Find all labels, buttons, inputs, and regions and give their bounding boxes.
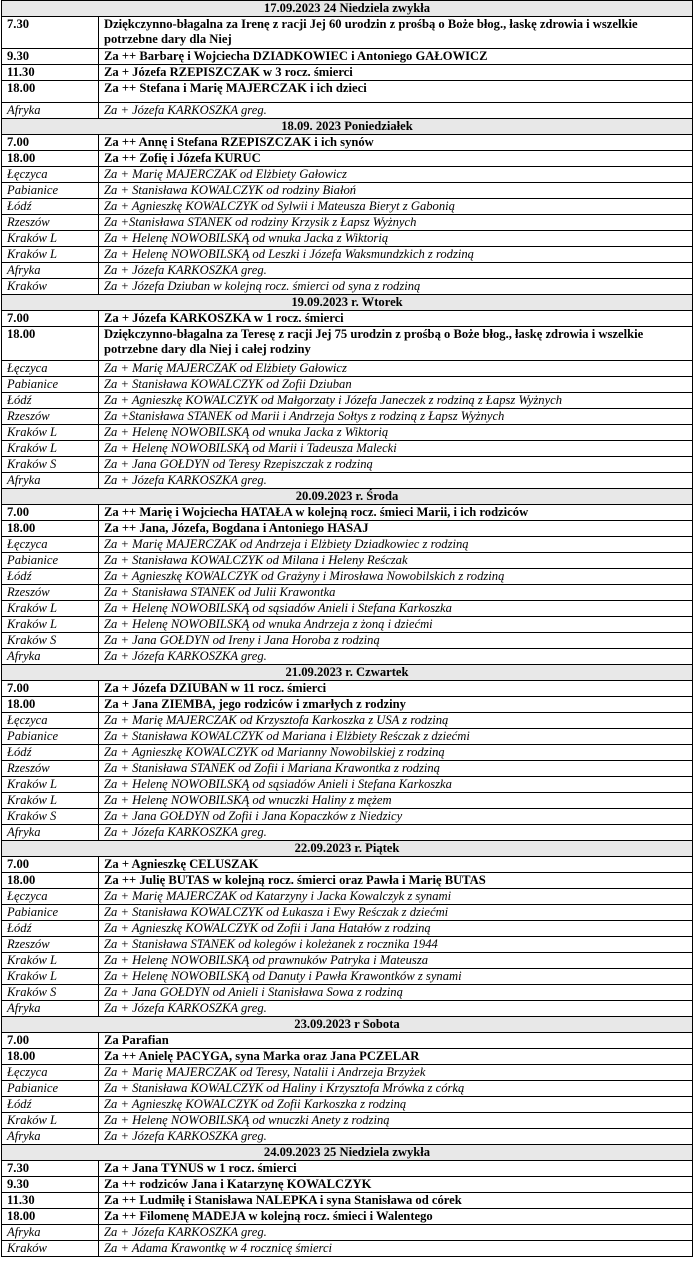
table-row xyxy=(2,713,693,729)
row-intention: Za + Jana TYNUS w 1 rocz. śmierci xyxy=(99,1161,693,1177)
row-time-place: Łódź xyxy=(2,1097,99,1113)
table-row xyxy=(2,1241,693,1257)
table-row xyxy=(2,505,693,521)
row-time-place: 7.00 xyxy=(2,857,99,873)
row-time-place: Rzeszów xyxy=(2,761,99,777)
row-time-place: Kraków L xyxy=(2,969,99,985)
row-time-place: Afryka xyxy=(2,473,99,489)
row-intention: Za ++ Marię i Wojciecha HATAŁA w kolejną rocz. śmieci Marii, i ich rodziców xyxy=(99,505,693,521)
table-row xyxy=(2,1161,693,1177)
row-time-place: 7.00 xyxy=(2,681,99,697)
row-intention: Za + Agnieszkę KOWALCZYK od Zofii i Jana Hatałów z rodziną xyxy=(99,921,693,937)
table-row xyxy=(2,1049,693,1065)
row-intention: Za + Jana GOŁDYN od Zofii i Jana Kopaczków z Niedzicy xyxy=(99,809,693,825)
row-intention: Za + Józefa KARKOSZKA greg. xyxy=(99,649,693,665)
table-row xyxy=(2,1033,693,1049)
table-row xyxy=(2,729,693,745)
mass-intentions-table xyxy=(1,0,693,1257)
row-intention: Za + Józefa Dziuban w kolejną rocz. śmierci od syna z rodziną xyxy=(99,279,693,295)
table-row xyxy=(2,1113,693,1129)
table-row xyxy=(2,215,693,231)
row-time-place: Afryka xyxy=(2,263,99,279)
table-row xyxy=(2,441,693,457)
table-row xyxy=(2,521,693,537)
row-time-place: Kraków L xyxy=(2,601,99,617)
row-time-place: 7.00 xyxy=(2,1033,99,1049)
day-header: 17.09.2023 24 Niedziela zwykła xyxy=(2,1,693,17)
row-intention: Za ++ Jana, Józefa, Bogdana i Antoniego HASAJ xyxy=(99,521,693,537)
row-time-place: 9.30 xyxy=(2,1177,99,1193)
row-time-place: Pabianice xyxy=(2,183,99,199)
row-intention: Za ++ Julię BUTAS w kolejną rocz. śmierci oraz Pawła i Marię BUTAS xyxy=(99,873,693,889)
table-row xyxy=(2,151,693,167)
row-time-place: Kraków L xyxy=(2,231,99,247)
table-row xyxy=(2,1177,693,1193)
row-intention: Za + Józefa KARKOSZKA greg. xyxy=(99,103,693,119)
row-intention: Za + Agnieszkę KOWALCZYK od Zofii Karkoszka z rodziną xyxy=(99,1097,693,1113)
row-intention: Za + Jana GOŁDYN od Ireny i Jana Horoba z rodziną xyxy=(99,633,693,649)
row-time-place: Kraków xyxy=(2,1241,99,1257)
row-time-place: Afryka xyxy=(2,103,99,119)
row-time-place: 7.00 xyxy=(2,135,99,151)
row-time-place: 11.30 xyxy=(2,1193,99,1209)
day-header: 21.09.2023 r. Czwartek xyxy=(2,665,693,681)
row-intention: Za + Jana ZIEMBA, jego rodziców i zmarłych z rodziny xyxy=(99,697,693,713)
table-row xyxy=(2,617,693,633)
table-row xyxy=(2,311,693,327)
row-time-place: 9.30 xyxy=(2,49,99,65)
table-row xyxy=(2,825,693,841)
row-intention: Za + Stanisława KOWALCZYK od Zofii Dziuban xyxy=(99,377,693,393)
row-time-place: 7.00 xyxy=(2,505,99,521)
day-header-row xyxy=(2,1,693,17)
table-row xyxy=(2,793,693,809)
table-row xyxy=(2,1225,693,1241)
table-row xyxy=(2,377,693,393)
row-intention: Za + Józefa KARKOSZKA greg. xyxy=(99,1129,693,1145)
table-row xyxy=(2,857,693,873)
table-row xyxy=(2,65,693,81)
row-time-place: Kraków L xyxy=(2,441,99,457)
table-row xyxy=(2,409,693,425)
row-time-place: Afryka xyxy=(2,1225,99,1241)
row-intention: Za + Helenę NOWOBILSKĄ od wnuczki Haliny z mężem xyxy=(99,793,693,809)
row-intention: Za + Agnieszkę CELUSZAK xyxy=(99,857,693,873)
row-intention: Za ++ Barbarę i Wojciecha DZIADKOWIEC i Antoniego GAŁOWICZ xyxy=(99,49,693,65)
row-time-place: Łęczyca xyxy=(2,167,99,183)
row-intention: Za ++ Filomenę MADEJA w kolejną rocz. śmieci i Walentego xyxy=(99,1209,693,1225)
row-intention: Za + Agnieszkę KOWALCZYK od Sylwii i Mateusza Bieryt z Gabonią xyxy=(99,199,693,215)
row-time-place: Pabianice xyxy=(2,729,99,745)
table-row xyxy=(2,1209,693,1225)
row-intention: Za + Stanisława STANEK od Zofii i Mariana Krawontka z rodziną xyxy=(99,761,693,777)
row-intention: Za + Marię MAJERCZAK od Elżbiety Gałowicz xyxy=(99,361,693,377)
row-time-place: Kraków S xyxy=(2,809,99,825)
row-time-place: Łódź xyxy=(2,745,99,761)
day-header-row xyxy=(2,119,693,135)
day-header-row xyxy=(2,295,693,311)
row-time-place: Łęczyca xyxy=(2,1065,99,1081)
row-time-place: Kraków L xyxy=(2,425,99,441)
row-time-place: Kraków L xyxy=(2,793,99,809)
row-time-place: 18.00 xyxy=(2,697,99,713)
row-intention: Za + Helenę NOWOBILSKĄ od Danuty i Pawła Krawontków z synami xyxy=(99,969,693,985)
day-header-row xyxy=(2,1017,693,1033)
row-intention: Za + Stanisława KOWALCZYK od rodziny Białoń xyxy=(99,183,693,199)
table-row xyxy=(2,553,693,569)
row-time-place: Kraków L xyxy=(2,953,99,969)
row-intention: Za + Helenę NOWOBILSKĄ od Leszki i Józefa Waksmundzkich z rodziną xyxy=(99,247,693,263)
table-row xyxy=(2,1081,693,1097)
row-intention: Za + Stanisława STANEK od Julii Krawontka xyxy=(99,585,693,601)
table-row xyxy=(2,1097,693,1113)
row-intention: Za + Marię MAJERCZAK od Elżbiety Gałowicz xyxy=(99,167,693,183)
row-intention: Dziękczynno-błagalna za Irenę z racji Jej 60 urodzin z prośbą o Boże błog., łaskę zdrowia i wszelkie potrzebne dary dla Niej xyxy=(99,17,693,49)
row-intention: Za + Helenę NOWOBILSKĄ od wnuka Jacka z Wiktorią xyxy=(99,425,693,441)
table-row xyxy=(2,1001,693,1017)
table-row xyxy=(2,1129,693,1145)
row-intention: Za + Helenę NOWOBILSKĄ od sąsiadów Anieli i Stefana Karkoszka xyxy=(99,601,693,617)
row-time-place: 18.00 xyxy=(2,1049,99,1065)
row-intention: Za + Helenę NOWOBILSKĄ od Marii i Tadeusza Malecki xyxy=(99,441,693,457)
row-time-place: Łęczyca xyxy=(2,361,99,377)
row-intention: Za + Józefa KARKOSZKA greg. xyxy=(99,473,693,489)
row-time-place: Pabianice xyxy=(2,377,99,393)
table-row xyxy=(2,457,693,473)
row-time-place: Afryka xyxy=(2,649,99,665)
day-header: 18.09. 2023 Poniedziałek xyxy=(2,119,693,135)
day-header: 19.09.2023 r. Wtorek xyxy=(2,295,693,311)
table-row xyxy=(2,425,693,441)
row-intention: Za + Józefa KARKOSZKA greg. xyxy=(99,263,693,279)
row-time-place: Pabianice xyxy=(2,905,99,921)
table-row xyxy=(2,183,693,199)
row-intention: Za ++ rodziców Jana i Katarzynę KOWALCZYK xyxy=(99,1177,693,1193)
table-row xyxy=(2,681,693,697)
day-header: 20.09.2023 r. Środa xyxy=(2,489,693,505)
row-time-place: Rzeszów xyxy=(2,215,99,231)
table-row xyxy=(2,937,693,953)
row-intention: Za + Agnieszkę KOWALCZYK od Małgorzaty i Józefa Janeczek z rodziną z Łapsz Wyżnych xyxy=(99,393,693,409)
row-time-place: 7.30 xyxy=(2,1161,99,1177)
table-row xyxy=(2,135,693,151)
row-intention: Za + Józefa KARKOSZKA greg. xyxy=(99,1001,693,1017)
table-row xyxy=(2,953,693,969)
row-intention: Za +Stanisława STANEK od rodziny Krzysik z Łapsz Wyżnych xyxy=(99,215,693,231)
row-time-place: Łęczyca xyxy=(2,537,99,553)
row-time-place: 7.30 xyxy=(2,17,99,49)
table-row xyxy=(2,633,693,649)
row-intention: Za + Józefa KARKOSZKA greg. xyxy=(99,825,693,841)
row-time-place: Rzeszów xyxy=(2,937,99,953)
row-intention: Za ++ Stefana i Marię MAJERCZAK i ich dzieci xyxy=(99,81,693,103)
row-time-place: Kraków L xyxy=(2,1113,99,1129)
table-row xyxy=(2,393,693,409)
row-intention: Za + Jana GOŁDYN od Teresy Rzepiszczak z rodziną xyxy=(99,457,693,473)
row-time-place: Rzeszów xyxy=(2,585,99,601)
row-intention: Za + Marię MAJERCZAK od Krzysztofa Karkoszka z USA z rodziną xyxy=(99,713,693,729)
row-time-place: Pabianice xyxy=(2,1081,99,1097)
row-time-place: 7.00 xyxy=(2,311,99,327)
row-intention: Za + Marię MAJERCZAK od Teresy, Natalii i Andrzeja Brzyżek xyxy=(99,1065,693,1081)
table-row xyxy=(2,361,693,377)
table-row xyxy=(2,247,693,263)
row-time-place: 18.00 xyxy=(2,327,99,361)
day-header: 24.09.2023 25 Niedziela zwykła xyxy=(2,1145,693,1161)
row-time-place: Kraków L xyxy=(2,247,99,263)
table-row xyxy=(2,279,693,295)
row-time-place: 18.00 xyxy=(2,521,99,537)
row-intention: Za + Agnieszkę KOWALCZYK od Marianny Nowobilskiej z rodziną xyxy=(99,745,693,761)
row-time-place: Łęczyca xyxy=(2,713,99,729)
row-time-place: Łódź xyxy=(2,921,99,937)
table-row xyxy=(2,601,693,617)
day-header-row xyxy=(2,841,693,857)
row-intention: Za + Helenę NOWOBILSKĄ od prawnuków Patryka i Mateusza xyxy=(99,953,693,969)
row-intention: Za + Stanisława KOWALCZYK od Łukasza i Ewy Reśczak z dziećmi xyxy=(99,905,693,921)
table-row xyxy=(2,231,693,247)
row-intention: Za + Józefa RZEPISZCZAK w 3 rocz. śmierci xyxy=(99,65,693,81)
row-time-place: Kraków L xyxy=(2,777,99,793)
table-row xyxy=(2,17,693,49)
row-time-place: Afryka xyxy=(2,825,99,841)
table-row xyxy=(2,809,693,825)
table-row xyxy=(2,327,693,361)
day-header-row xyxy=(2,665,693,681)
table-row xyxy=(2,569,693,585)
row-intention: Za + Stanisława KOWALCZYK od Milana i Heleny Reśczak xyxy=(99,553,693,569)
row-intention: Za + Jana GOŁDYN od Anieli i Stanisława Sowa z rodziną xyxy=(99,985,693,1001)
table-row xyxy=(2,745,693,761)
table-row xyxy=(2,49,693,65)
row-time-place: 18.00 xyxy=(2,873,99,889)
row-intention: Za + Józefa KARKOSZKA w 1 rocz. śmierci xyxy=(99,311,693,327)
table-row xyxy=(2,473,693,489)
table-row xyxy=(2,1065,693,1081)
row-intention: Za + Marię MAJERCZAK od Katarzyny i Jacka Kowalczyk z synami xyxy=(99,889,693,905)
row-time-place: Kraków S xyxy=(2,457,99,473)
row-intention: Za ++ Zofię i Józefa KURUC xyxy=(99,151,693,167)
row-intention: Za + Helenę NOWOBILSKĄ od sąsiadów Anieli i Stefana Karkoszka xyxy=(99,777,693,793)
row-time-place: Kraków L xyxy=(2,617,99,633)
row-time-place: Kraków S xyxy=(2,985,99,1001)
day-header-row xyxy=(2,1145,693,1161)
table-body xyxy=(2,1,693,1257)
table-row xyxy=(2,777,693,793)
table-row xyxy=(2,905,693,921)
row-intention: Za + Stanisława STANEK od kolegów i koleżanek z rocznika 1944 xyxy=(99,937,693,953)
row-intention: Za Parafian xyxy=(99,1033,693,1049)
row-time-place: Łódź xyxy=(2,569,99,585)
row-time-place: Kraków xyxy=(2,279,99,295)
table-row xyxy=(2,921,693,937)
day-header: 22.09.2023 r. Piątek xyxy=(2,841,693,857)
day-header: 23.09.2023 r Sobota xyxy=(2,1017,693,1033)
table-row xyxy=(2,889,693,905)
table-row xyxy=(2,167,693,183)
table-row xyxy=(2,697,693,713)
table-row xyxy=(2,263,693,279)
row-intention: Za + Józefa KARKOSZKA greg. xyxy=(99,1225,693,1241)
row-time-place: Afryka xyxy=(2,1001,99,1017)
table-row xyxy=(2,985,693,1001)
row-time-place: 11.30 xyxy=(2,65,99,81)
row-time-place: Rzeszów xyxy=(2,409,99,425)
row-time-place: 18.00 xyxy=(2,81,99,103)
row-intention: Za + Agnieszkę KOWALCZYK od Grażyny i Mirosława Nowobilskich z rodziną xyxy=(99,569,693,585)
row-intention: Za ++ Anielę PACYGA, syna Marka oraz Jana PCZELAR xyxy=(99,1049,693,1065)
row-intention: Za + Helenę NOWOBILSKĄ od wnuka Andrzeja z żoną i dziećmi xyxy=(99,617,693,633)
row-intention: Dziękczynno-błagalna za Teresę z racji Jej 75 urodzin z prośbą o Boże błog., łaskę zdrowia i wszelkie potrzebne dary dla Niej i całej rodziny xyxy=(99,327,693,361)
table-row xyxy=(2,1193,693,1209)
table-row xyxy=(2,81,693,103)
table-row xyxy=(2,199,693,215)
row-time-place: Łęczyca xyxy=(2,889,99,905)
row-time-place: Łódź xyxy=(2,393,99,409)
row-time-place: Afryka xyxy=(2,1129,99,1145)
row-time-place: Pabianice xyxy=(2,553,99,569)
row-intention: Za + Helenę NOWOBILSKĄ od wnuka Jacka z Wiktorią xyxy=(99,231,693,247)
table-row xyxy=(2,873,693,889)
row-intention: Za +Stanisława STANEK od Marii i Andrzeja Sołtys z rodziną z Łapsz Wyżnych xyxy=(99,409,693,425)
row-intention: Za + Stanisława KOWALCZYK od Mariana i Elżbiety Reśczak z dziećmi xyxy=(99,729,693,745)
row-intention: Za + Marię MAJERCZAK od Andrzeja i Elżbiety Dziadkowiec z rodziną xyxy=(99,537,693,553)
row-intention: Za + Stanisława KOWALCZYK od Haliny i Krzysztofa Mrówka z córką xyxy=(99,1081,693,1097)
table-row xyxy=(2,649,693,665)
day-header-row xyxy=(2,489,693,505)
table-row xyxy=(2,969,693,985)
table-row xyxy=(2,585,693,601)
table-row xyxy=(2,761,693,777)
row-time-place: 18.00 xyxy=(2,151,99,167)
row-time-place: Łódź xyxy=(2,199,99,215)
table-row xyxy=(2,537,693,553)
row-intention: Za ++ Ludmiłę i Stanisława NALEPKA i syna Stanisława od córek xyxy=(99,1193,693,1209)
row-time-place: Kraków S xyxy=(2,633,99,649)
row-intention: Za + Adama Krawontkę w 4 rocznicę śmierci xyxy=(99,1241,693,1257)
row-intention: Za ++ Annę i Stefana RZEPISZCZAK i ich synów xyxy=(99,135,693,151)
row-intention: Za + Helenę NOWOBILSKĄ od wnuczki Anety z rodziną xyxy=(99,1113,693,1129)
table-row xyxy=(2,103,693,119)
row-time-place: 18.00 xyxy=(2,1209,99,1225)
row-intention: Za + Józefa DZIUBAN w 11 rocz. śmierci xyxy=(99,681,693,697)
